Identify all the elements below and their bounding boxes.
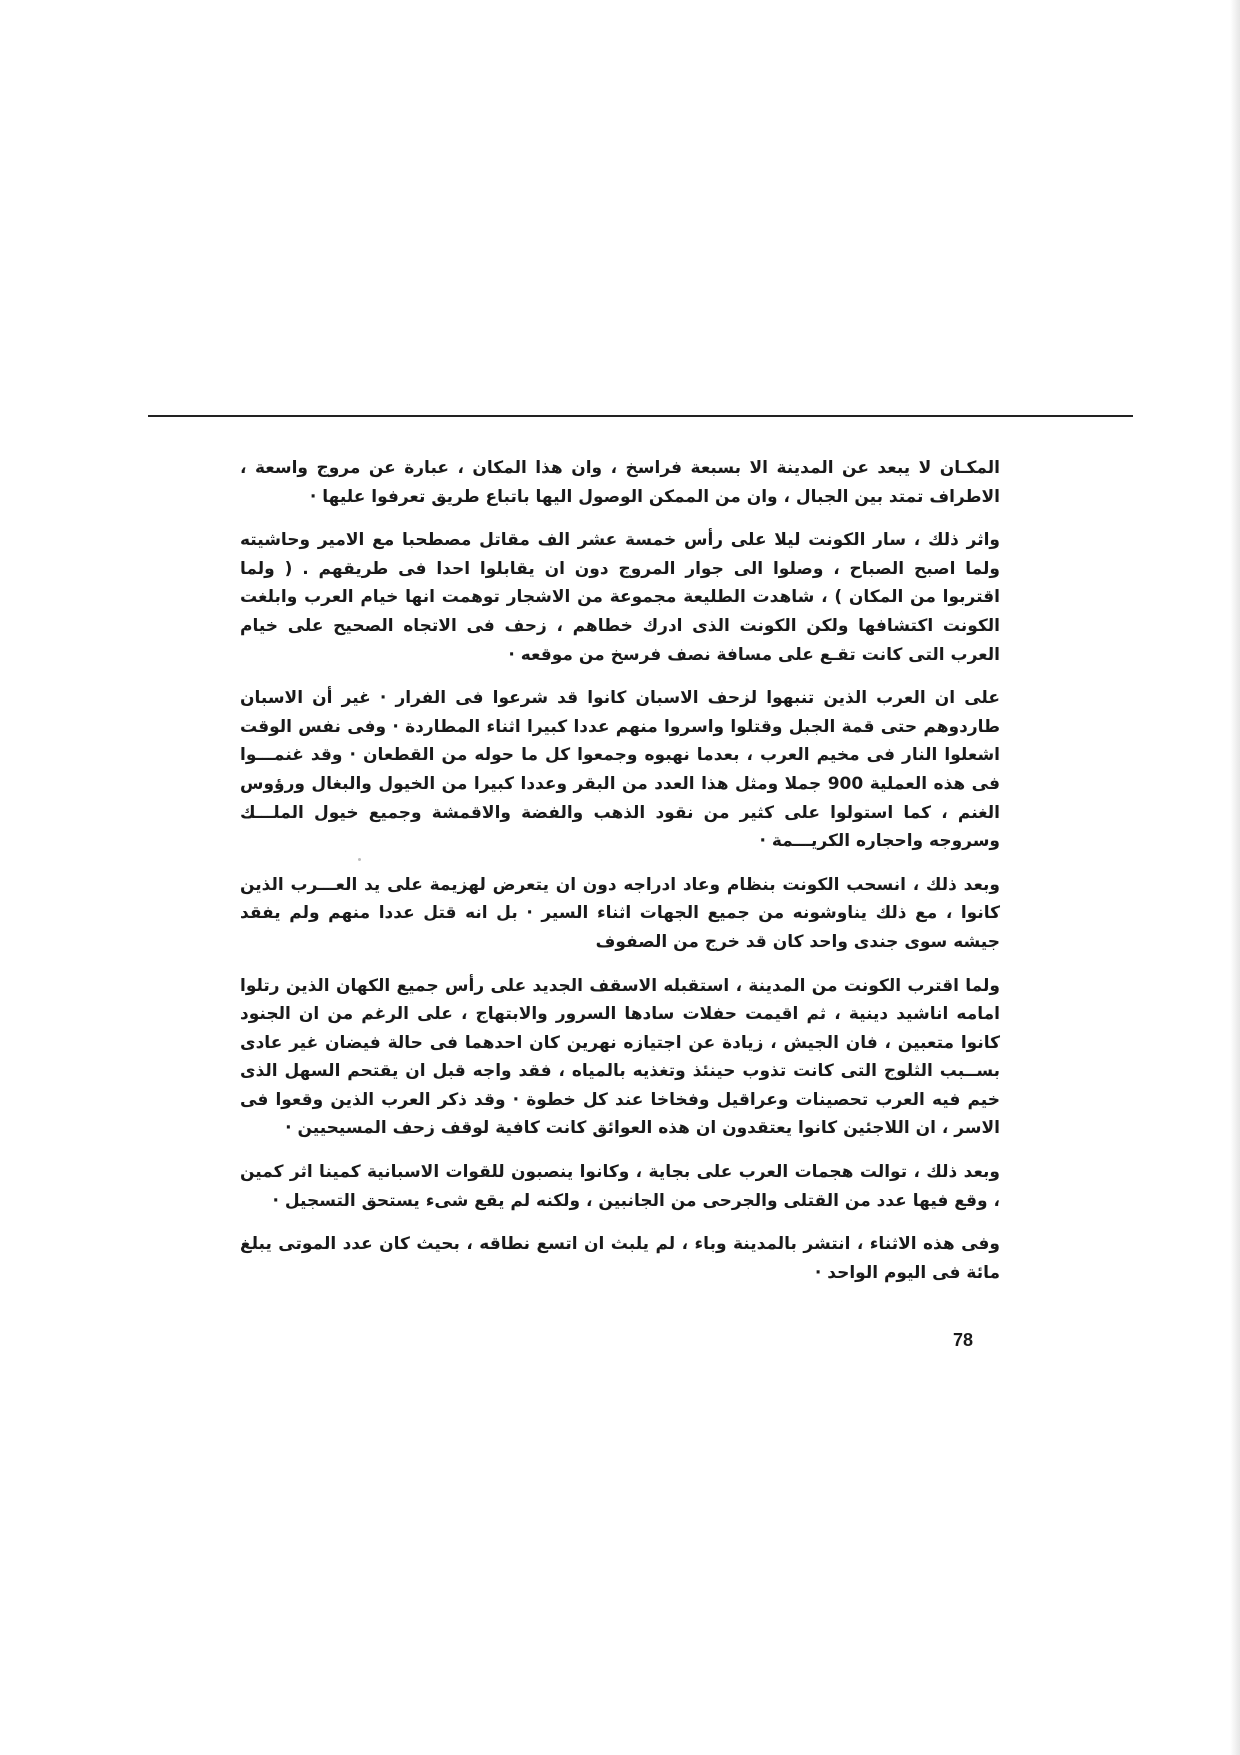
paragraph-1: المكـان لا يبعد عن المدينة الا بسبعة فراسخ ، وان هذا المكان ، عبارة عن مروج واسعة ، الاطراف تمتد بين الجبال ، وان من الممكن الوصول اليها باتباع طريق تعرفوا عليها · <box>240 458 1000 507</box>
paragraph-6: وبعد ذلك ، توالت هجمات العرب على بجاية ، وكانوا ينصبون للقوات الاسبانية كمينا اثر كمين ، وقع فيها عدد من القتلى والجرحى من الجانبين ، ولكنه لم يقع شىء يستحق التسجيل · <box>240 1162 1000 1211</box>
paragraph-2: واثر ذلك ، سار الكونت ليلا على رأس خمسة عشر الف مقاتل مصطحبا مع الامير وحاشيته ولما اصبح الصباح ، وصلوا الى جوار المروج دون ان يقابلوا احدا فى طريقهم . ( ولما اقتربوا من المكان ) ، شاهدت الطليعة مجموعة من الاشجار توهمت انها خيام العرب وابلغت الكونت اكتشافها ولكن الكونت الذى ادرك خطاهم ، زحف فى الاتجاه الصحيح على خيام العرب التى كانت تقـع على مسافة نصف فرسخ من موقعه · <box>240 530 1000 665</box>
paragraph-5: ولما اقترب الكونت من المدينة ، استقبله الاسقف الجديد على رأس جميع الكهان الذين رتلوا امامه اناشيد دينية ، ثم اقيمت حفلات سادها السرور والابتهاج ، على الرغم من ان الجنود كانوا متعبين ، فان الجيش ، زيادة عن اجتيازه نهرين كان احدهما فى حالة فيضان غير عادى بســبب الثلوج التى كانت تذوب حينئذ وتغذيه بالمياه ، فقد واجه قبل ان يقتحم السهل الذى خيم فيه العرب تحصينات وعراقيل وفخاخا عند كل خطوة · وقد ذكر العرب الذين وقعوا فى الاسر ، ان اللاجئين كانوا يعتقدون ان هذه العوائق كانت كافية لوقف زحف المسيحيين · <box>240 975 1000 1139</box>
page-number: 78 <box>953 1330 974 1350</box>
scan-edge-shadow <box>1230 0 1240 1755</box>
paragraph-7: وفى هذه الاثناء ، انتشر بالمدينة وباء ، لم يلبث ان اتسع نطاقه ، بحيث كان عدد الموتى يبلغ مائة فى اليوم الواحد · <box>240 1234 1000 1283</box>
paragraph-4: وبعد ذلك ، انسحب الكونت بنظام وعاد ادراجه دون ان يتعرض لهزيمة على يد العـــرب الذين كانوا ، مع ذلك يناوشونه من جميع الجهات اثناء السير · بل انه قتل عددا منهم ولم يفقد جيشه سوى جندى واحد كان قد خرج من الصفوف <box>240 874 1000 952</box>
body-text <box>240 454 1000 1302</box>
scan-speck <box>358 858 361 861</box>
header-rule <box>148 415 1133 417</box>
paragraph-3: على ان العرب الذين تنبهوا لزحف الاسبان كانوا قد شرعوا فى الفرار · غير أن الاسبان طاردوهم حتى قمة الجبل وقتلوا واسروا منهم عددا كبيرا اثناء المطاردة · وفى نفس الوقت اشعلوا النار فى مخيم العرب ، بعدما نهبوه وجمعوا كل ما حوله من القطعان · وقد غنمـــوا فى هذه العملية 900 جملا ومثل هذا العدد من البقر وعددا كبيرا من الخيول والبغال ورؤوس الغنم ، كما استولوا على كثير من نقود الذهب والفضة والاقمشة وجميع خيول الملـــك وسروجه واحجاره الكريـــمة · <box>240 688 1000 852</box>
